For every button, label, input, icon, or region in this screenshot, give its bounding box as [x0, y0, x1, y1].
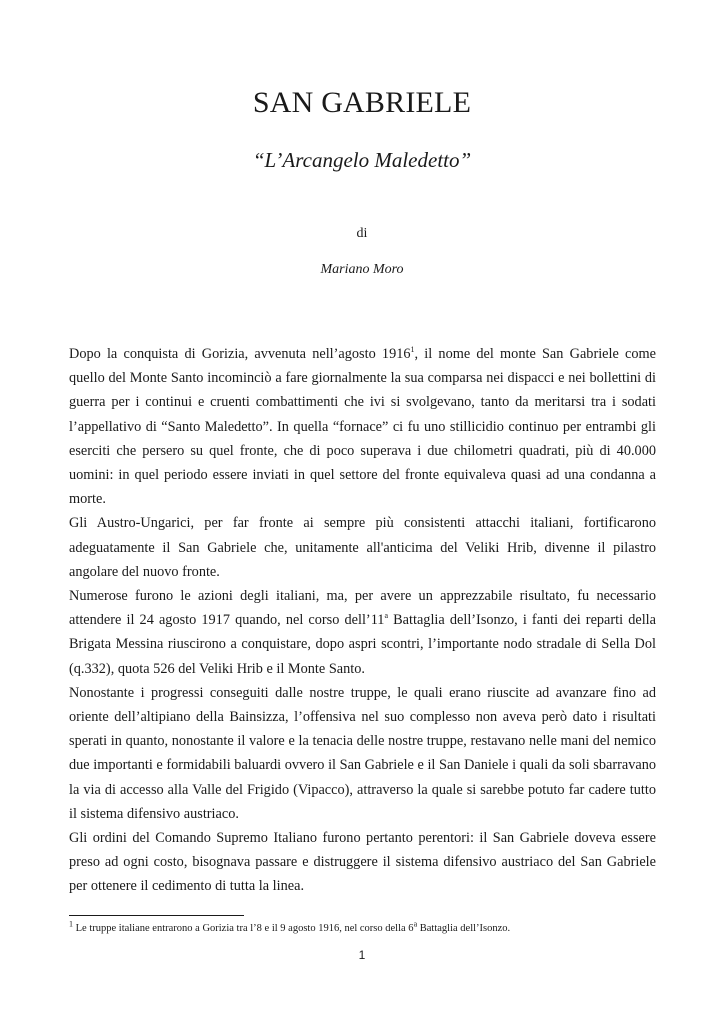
paragraph-4: Nonostante i progressi conseguiti dalle nostre truppe, le quali erano riuscite ad avanzare fino ad oriente dell’altipiano della Bainsizza, l’offensiva nel suo complesso non aveva però dato i risultati sperati in quanto, nonostante il valore e la tenacia delle nostre truppe, restavano nelle mani del nemico due importanti e formidabili baluardi ovvero il San Gabriele e il San Daniele i quali da soli sbarravano la via di accesso alla Valle del Frigido (Vipacco), attraverso la quale si sarebbe potuto far cadere tutto il sistema difensivo austriaco.: [69, 684, 656, 822]
footnote-separator: [69, 915, 244, 916]
author-name: Mariano Moro: [320, 262, 404, 277]
paragraph-1-text-b: , il nome del monte San Gabriele come quello del Monte Santo incominciò a fare giornalmente la sua comparsa nei dispacci e nei bollettini di guerra per i continui e cruenti combattimenti che ivi si svolgevano, tanto da meritarsi tra i sodati l’appellativo di “Santo Maledetto”. In quella “fornace” ci fu uno stillicidio continuo per entrambi gli eserciti che persero su quel fronte, che di poco superava i due chilometri quadrati, più di 40.000 uomini: in quel periodo essere inviati in quel settore del fronte equivaleva quasi ad una condanna a morte.: [69, 346, 656, 508]
footnote: [69, 919, 656, 936]
byline-di: di: [356, 226, 368, 241]
paragraph-2: Gli Austro-Ungarici, per far fronte ai sempre più consistenti attacchi italiani, fortificarono adeguatamente il San Gabriele che, unitamente all'anticima del Veliki Hrib, divenne il pilastro angolare del nuovo fronte.: [69, 515, 656, 580]
paragraph-5: Gli ordini del Comando Supremo Italiano furono pertanto perentori: il San Gabriele doveva essere preso ad ogni costo, bisognava passare e distruggere il sistema difensivo austriaco del San Gabriele per ottenere il cedimento di tutta la linea.: [69, 830, 656, 895]
body-text: [69, 342, 656, 899]
footnote-number: 1: [69, 919, 73, 929]
footnote-text-a: Le truppe italiane entrarono a Gorizia tra l’8 e il 9 agosto 1916, nel corso della 6: [73, 923, 414, 934]
paragraph-3-text-a: Numerose furono le azioni degli italiani, ma, per avere un apprezzabile risultato, fu necessario attendere il 24 agosto 1917 quando, nel corso dell’11: [69, 588, 656, 629]
document-subtitle: “L’Arcangelo Maledetto”: [252, 148, 472, 172]
page-number: 1: [358, 948, 366, 962]
document-title: SAN GABRIELE: [252, 86, 472, 119]
footnote-text-b: Battaglia dell’Isonzo.: [417, 923, 511, 934]
paragraph-1: [69, 342, 656, 511]
footnote-reference: 1: [410, 345, 415, 355]
footnote-ordinal-superscript: a: [413, 919, 418, 929]
paragraph-3-text-b: Battaglia dell’Isonzo, i fanti dei reparti della Brigata Messina riuscirono a conquistare, dopo aspri scontri, l’importante nodo stradale di Sella Dol (q.332), quota 526 del Veliki Hrib e il Monte Santo.: [69, 612, 657, 677]
ordinal-superscript: a: [384, 611, 389, 621]
paragraph-1-text-a: Dopo la conquista di Gorizia, avvenuta nell’agosto 1916: [69, 346, 411, 362]
paragraph-3: [69, 584, 656, 681]
